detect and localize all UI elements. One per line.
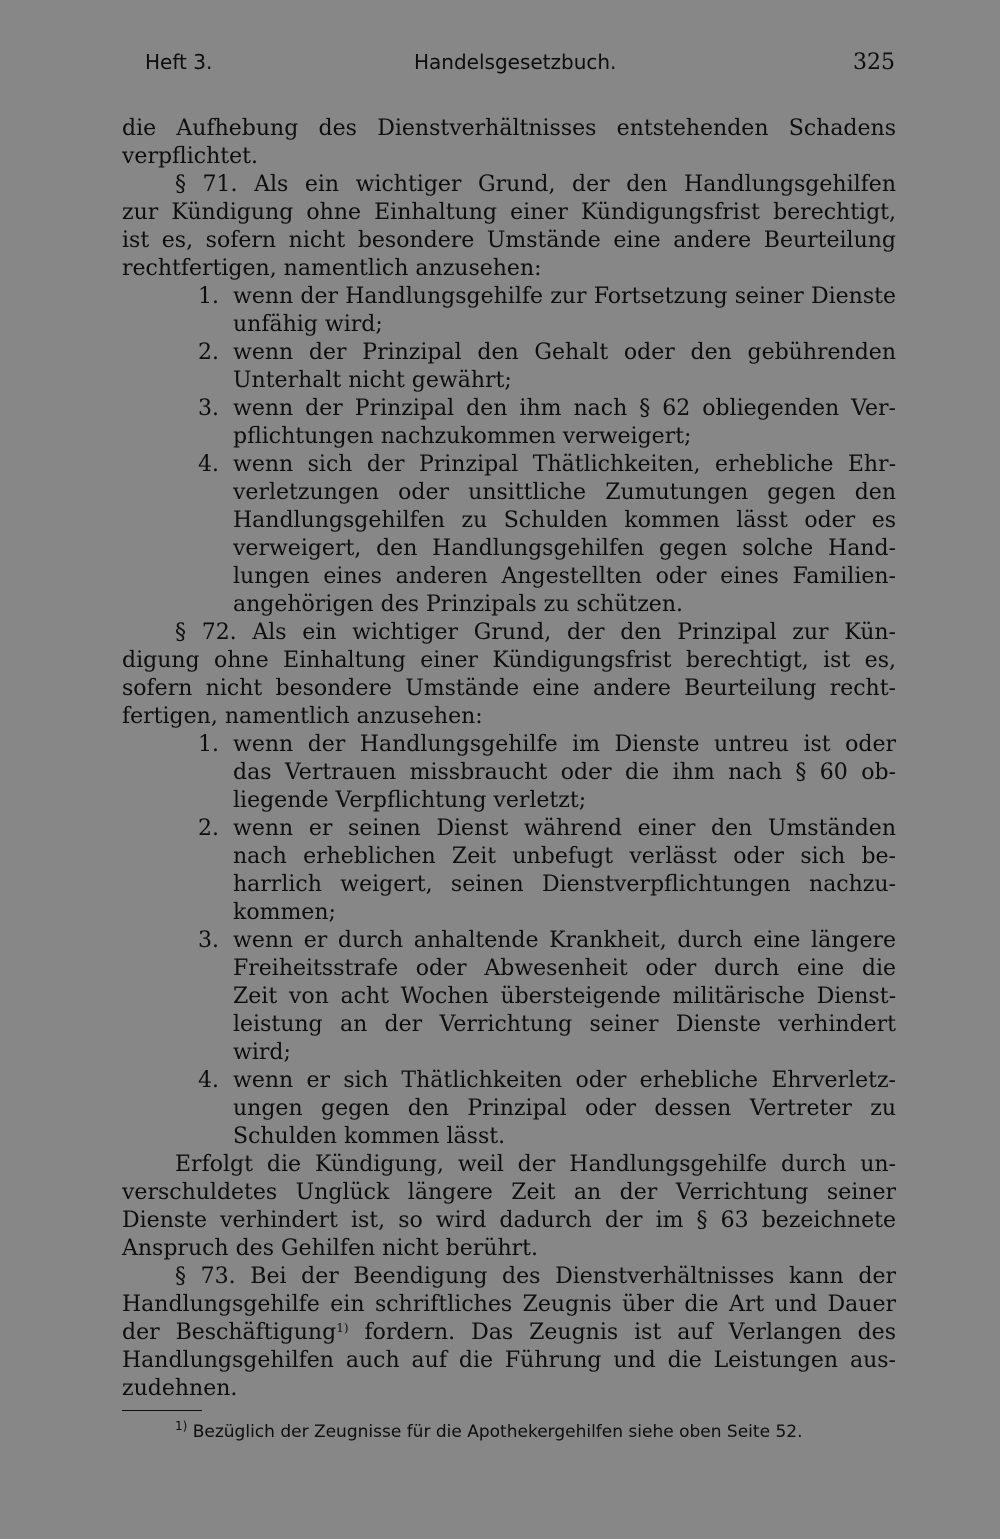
text-line: ist es, sofern nicht besondere Umstände eine andere Beurteilung <box>122 228 896 253</box>
list-item-line: Zeit von acht Wochen übersteigende militärische Dienst- <box>233 984 896 1009</box>
list-item-line: Freiheitsstrafe oder Abwesenheit oder durch eine die <box>233 956 896 981</box>
list-item-line: wenn er sich Thätlichkeiten oder erhebliche Ehrverletz- <box>233 1068 896 1093</box>
list-item-line: wenn er durch anhaltende Krankheit, durch eine längere <box>233 928 896 953</box>
footnote-reference: 1) <box>336 1321 349 1335</box>
list-number: 2. <box>198 816 219 841</box>
list-item-line: wenn sich der Prinzipal Thätlichkeiten, erhebliche Ehr- <box>233 452 896 477</box>
text-line: rechtfertigen, namentlich anzusehen: <box>122 256 542 281</box>
list-item-line: liegende Verpflichtung verletzt; <box>233 788 587 813</box>
list-item-line: ungen gegen den Prinzipal oder dessen Vertreter zu <box>233 1096 896 1121</box>
list-item-line: wenn der Prinzipal den Gehalt oder den gebührenden <box>233 340 896 365</box>
text-line: digung ohne Einhaltung einer Kündigungsfrist berechtigt, ist es, <box>122 648 896 673</box>
text-fragment: der Beschäftigung <box>122 1320 337 1345</box>
header-issue: Heft 3. <box>145 50 213 74</box>
list-item-line: das Vertrauen missbraucht oder die ihm nach § 60 ob- <box>233 760 896 785</box>
list-number: 3. <box>198 928 219 953</box>
list-item-line: verletzungen oder unsittliche Zumutungen gegen den <box>233 480 896 505</box>
list-number: 4. <box>198 1068 219 1093</box>
list-item-line: kommen; <box>233 900 336 925</box>
text-line: Handlungsgehilfe ein schriftliches Zeugnis über die Art und Dauer <box>122 1292 896 1317</box>
list-item-line: wird; <box>233 1040 291 1065</box>
list-item-line: nach erheblichen Zeit unbefugt verlässt oder sich be- <box>233 844 896 869</box>
list-item-line: harrlich weigert, seinen Dienstverpflichtungen nachzu- <box>233 872 896 897</box>
list-item-line: unfähig wird; <box>233 312 383 337</box>
paragraph-first-line: Erfolgt die Kündigung, weil der Handlungsgehilfe durch un- <box>175 1152 896 1177</box>
list-item-line: Unterhalt nicht gewährt; <box>233 368 512 393</box>
text-line: zur Kündigung ohne Einhaltung einer Kündigungsfrist berechtigt, <box>122 200 896 225</box>
list-number: 4. <box>198 452 219 477</box>
text-line: Dienste verhindert ist, so wird dadurch der im § 63 bezeichnete <box>122 1208 896 1233</box>
text-fragment: fordern. Das Zeugnis ist auf Verlangen des <box>348 1320 896 1345</box>
list-item-line: verweigert, den Handlungsgehilfen gegen solche Hand- <box>233 536 896 561</box>
list-item-line: wenn der Handlungsgehilfe zur Fortsetzung seiner Dienste <box>233 284 896 309</box>
text-line: verschuldetes Unglück längere Zeit an der Verrichtung seiner <box>122 1180 896 1205</box>
footnote <box>175 1420 802 1444</box>
text-line: die Aufhebung des Dienstverhältnisses entstehenden Schadens <box>122 116 896 141</box>
list-item-line: wenn er seinen Dienst während einer den Umständen <box>233 816 896 841</box>
section-73-heading: § 73. Bei der Beendigung des Dienstverhältnisses kann der <box>175 1264 896 1289</box>
text-line <box>122 1319 896 1347</box>
section-71-heading: § 71. Als ein wichtiger Grund, der den Handlungsgehilfen <box>175 172 896 197</box>
list-item-line: leistung an der Verrichtung seiner Dienste verhindert <box>233 1012 896 1037</box>
text-line: fertigen, namentlich anzusehen: <box>122 704 483 729</box>
text-line: sofern nicht besondere Umstände eine andere Beurteilung recht- <box>122 676 896 701</box>
footnote-mark: 1) <box>175 1419 188 1433</box>
list-item-line: wenn der Handlungsgehilfe im Dienste untreu ist oder <box>233 732 896 757</box>
list-item-line: angehörigen des Prinzipals zu schützen. <box>233 592 683 617</box>
list-item-line: wenn der Prinzipal den ihm nach § 62 obliegenden Ver- <box>233 396 896 421</box>
list-number: 3. <box>198 396 219 421</box>
list-item-line: Schulden kommen lässt. <box>233 1124 506 1149</box>
list-item-line: Handlungsgehilfen zu Schulden kommen lässt oder es <box>233 508 896 533</box>
text-line: Anspruch des Gehilfen nicht berührt. <box>122 1236 538 1261</box>
text-line: zudehnen. <box>122 1376 238 1401</box>
list-number: 1. <box>198 732 219 757</box>
footnote-text: Bezüglich der Zeugnisse für die Apothekergehilfen siehe oben Seite 52. <box>187 1422 803 1442</box>
list-number: 1. <box>198 284 219 309</box>
page-number: 325 <box>853 50 895 75</box>
list-item-line: pflichtungen nachzukommen verweigert; <box>233 424 692 449</box>
section-72-heading: § 72. Als ein wichtiger Grund, der den Prinzipal zur Kün- <box>175 620 896 645</box>
text-line: verpflichtet. <box>122 144 258 169</box>
list-item-line: lungen eines anderen Angestellten oder eines Familien- <box>233 564 896 589</box>
footnote-divider <box>122 1410 202 1411</box>
header-title: Handelsgesetzbuch. <box>414 50 617 74</box>
list-number: 2. <box>198 340 219 365</box>
text-line: Handlungsgehilfen auch auf die Führung und die Leistungen aus- <box>122 1348 896 1373</box>
